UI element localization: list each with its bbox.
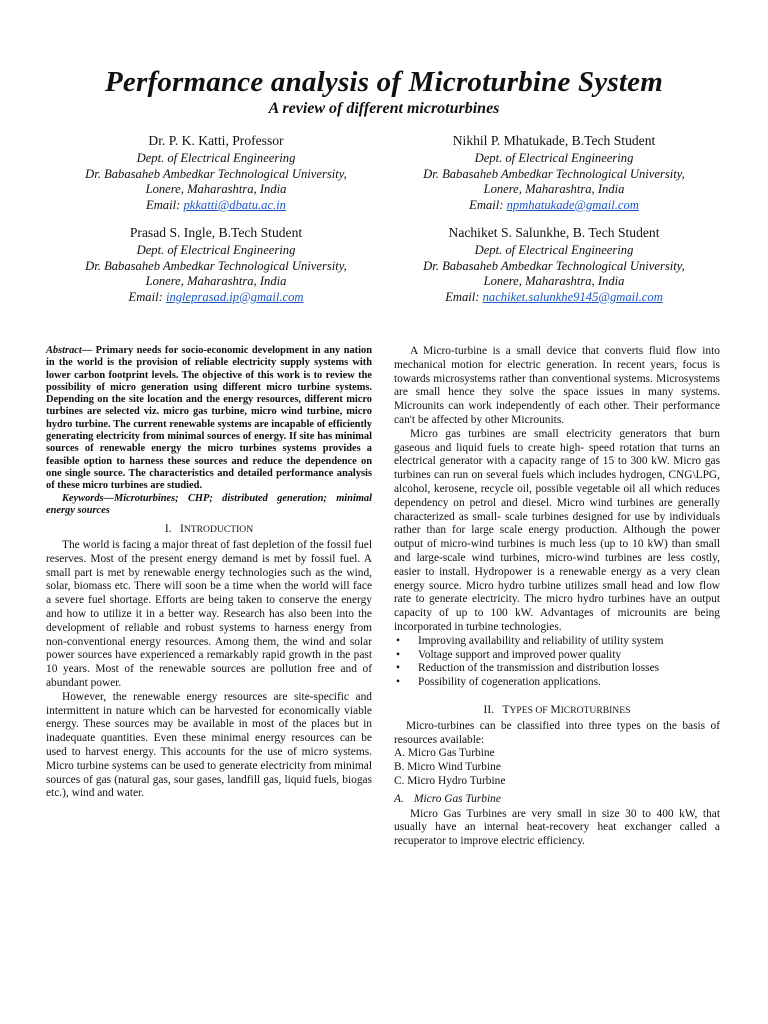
email-label: Email: [445, 289, 480, 304]
right-column [394, 345, 720, 849]
paper-title: Performance analysis of Microturbine System [105, 66, 663, 98]
author-dept: Dept. of Electrical Engineering [136, 243, 296, 257]
author-location: Lonere, Maharashtra, India [145, 274, 287, 288]
author-email-line [384, 198, 724, 214]
bullet-icon: • [396, 662, 400, 675]
list-item [394, 649, 720, 663]
author-block-salunkhe [384, 224, 724, 305]
list-item [394, 676, 720, 690]
author-university: Dr. Babasaheb Ambedkar Technological University, [85, 258, 347, 273]
types-intro: Micro-turbines can be classified into three types on the basis of resources available: [394, 719, 720, 746]
type-item-hydro: C. Micro Hydro Turbine [394, 774, 506, 787]
author-email-link[interactable]: nachiket.salunkhe9145@gmail.com [482, 289, 663, 304]
list-item-text: Reduction of the transmission and distribution losses [418, 662, 660, 675]
list-item [394, 662, 720, 676]
list-item-text: Voltage support and improved power quality [418, 648, 622, 661]
advantages-list [394, 635, 720, 690]
author-dept: Dept. of Electrical Engineering [136, 151, 296, 165]
subsection-heading-micro-gas [394, 793, 720, 807]
section-title-rest: NTRODUCTION [183, 524, 254, 536]
microturbine-paragraph-2: Micro gas turbines are small electricity generators that burn gaseous and liquid fuels to create high- speed rotation that turns an electrical generator with a capacity range of 15 to 300 kW. Micro gas turbines can run on several fuels which includes hydrogen, CNG\LPG, alcohol, kerosene, recycle oil, possible vegetable oil all which reduces dependency on petrol and diesel. Micro wind turbines are generally characterized as small- scale turbines designed for use by individuals rather than for large scale energy production. Although the power output of micro-wind turbines is much less (up to 10 kW) than small and large-scale wind turbines, micro-wind turbines are less costly, easier to install. Hydropower is a renewable energy as a very clean energy source. Micro hydro turbine utilizes small head and low flow rate to generate electricity. The micro hydro turbines have an output capacity of up to 100 kW. Advantages of microunits are being incorporated in turbine technologies. [394, 427, 720, 633]
micro-gas-paragraph: Micro Gas Turbines are very small in size 30 to 400 kW, that usually have an internal heat-recovery heat exchanger called a recuperator to improve electric efficiency. [394, 807, 720, 848]
bullet-icon: • [396, 634, 400, 647]
author-email-line [384, 290, 724, 306]
author-block-ingle [46, 224, 386, 305]
section-number: II. [483, 703, 494, 716]
type-item-gas: A. Micro Gas Turbine [394, 747, 495, 760]
author-email-link[interactable]: ingleprasad.ip@gmail.com [165, 289, 304, 304]
list-item-text: Possibility of cogeneration applications. [418, 676, 601, 689]
subsection-title: Micro Gas Turbine [414, 792, 501, 805]
intro-paragraph-2: However, the renewable energy resources are site-specific and intermittent in nature which can be harvested for economically viable energy. These sources may be available in most of the places but in inadequate quantities. Even these minimal energy resources can be used to harvest energy. This accounts for the use of micro systems. Micro turbine systems can be used to generate electricity from minimal sources of gas (natural gas, sour gases, landfill gas, liquid fuels, biogas etc.), wind and water. [46, 690, 372, 800]
abstract-lead: Abstract [46, 345, 82, 356]
author-university: Dr. Babasaheb Ambedkar Technological University, [85, 166, 347, 181]
section-number: I. [164, 523, 172, 536]
section-title-initial: I [180, 523, 184, 536]
email-label: Email: [469, 197, 504, 212]
section-title-t: T [502, 703, 510, 716]
section-title-m: M [547, 703, 561, 716]
author-name: Nachiket S. Salunkhe, B. Tech Student [448, 225, 660, 240]
subsection-number: A. [394, 792, 404, 805]
author-email-line [46, 198, 386, 214]
abstract [46, 345, 372, 493]
author-location: Lonere, Maharashtra, India [483, 274, 625, 288]
author-email-link[interactable]: pkkatti@dbatu.ac.in [183, 197, 286, 212]
intro-paragraph-1: The world is facing a major threat of fast depletion of the fossil fuel reserves. Most of the present energy demand is met by fossil fuel. A small part is met by renewable energy technologies such as the wind, solar, biomass etc. There will soon be a time when the world will face a severe fuel shortage. Efforts are being taken to conserve the energy and how to utilize it in a better way. Research has also been into the development of reliable and robust systems to harness energy from non-conventional energy resources. Among them, the wind and solar power sources have experienced a remarkably rapid growth in the past 10 years. Most of the renewable sources are pollution free and of abundant power. [46, 538, 372, 689]
author-email-link[interactable]: npmhatukade@gmail.com [506, 197, 639, 212]
author-name: Dr. P. K. Katti, Professor [148, 133, 284, 148]
email-label: Email: [128, 289, 163, 304]
left-column [46, 345, 372, 801]
section-heading-types [394, 704, 720, 718]
microturbine-paragraph-1: A Micro-turbine is a small device that converts fluid flow into mechanical motion for electric generation. In recent years, focus is towards microsystems rather than conventional systems. Microsystems are small hence they solve the space issues in many systems. Microunits can work independently of each other. Their performance can't be affected by other Microunits. [394, 345, 720, 426]
author-location: Lonere, Maharashtra, India [145, 182, 287, 196]
type-item-wind: B. Micro Wind Turbine [394, 761, 501, 774]
list-item [394, 635, 720, 649]
author-email-line [46, 290, 386, 306]
author-dept: Dept. of Electrical Engineering [474, 243, 634, 257]
keywords: Keywords—Microturbines; CHP; distributed generation; minimal energy sources [46, 492, 372, 516]
bullet-icon: • [396, 676, 400, 689]
author-block-mhatukade [384, 132, 724, 213]
author-name: Prasad S. Ingle, B.Tech Student [129, 225, 303, 240]
author-university: Dr. Babasaheb Ambedkar Technological University, [423, 258, 685, 273]
bullet-icon: • [396, 648, 400, 661]
list-item-text: Improving availability and reliability of utility system [418, 634, 664, 647]
paper-subtitle: A review of different microturbines [268, 100, 500, 117]
author-name: Nikhil P. Mhatukade, B.Tech Student [452, 133, 656, 148]
author-location: Lonere, Maharashtra, India [483, 182, 625, 196]
author-university: Dr. Babasaheb Ambedkar Technological University, [423, 166, 685, 181]
author-block-katti [46, 132, 386, 213]
section-title-ypes: YPES OF [509, 704, 548, 716]
email-label: Email: [146, 197, 181, 212]
section-heading-introduction [46, 523, 372, 537]
abstract-text: — Primary needs for socio-economic development in any nation in the world is the provision of reliable electricity supply systems with lower carbon footprint levels. The objective of this work is to review the possibility of micro generation using different micro turbine systems. Depending on the site location and the energy resources, different micro turbines are selected viz. micro gas turbine, micro wind turbine, micro hydro turbine. The current renewable systems are incapable of efficiently generating electricity from minimal sources of energy. If site has minimal sources of renewable energy the micro turbines systems provides a feasible option to harness these sources and reduce the dependence on one single source. The characteristics and detailed performance analysis of these micro turbines are studied. [46, 345, 372, 492]
section-title-icroturbines: ICROTURBINES [560, 704, 631, 716]
author-dept: Dept. of Electrical Engineering [474, 151, 634, 165]
